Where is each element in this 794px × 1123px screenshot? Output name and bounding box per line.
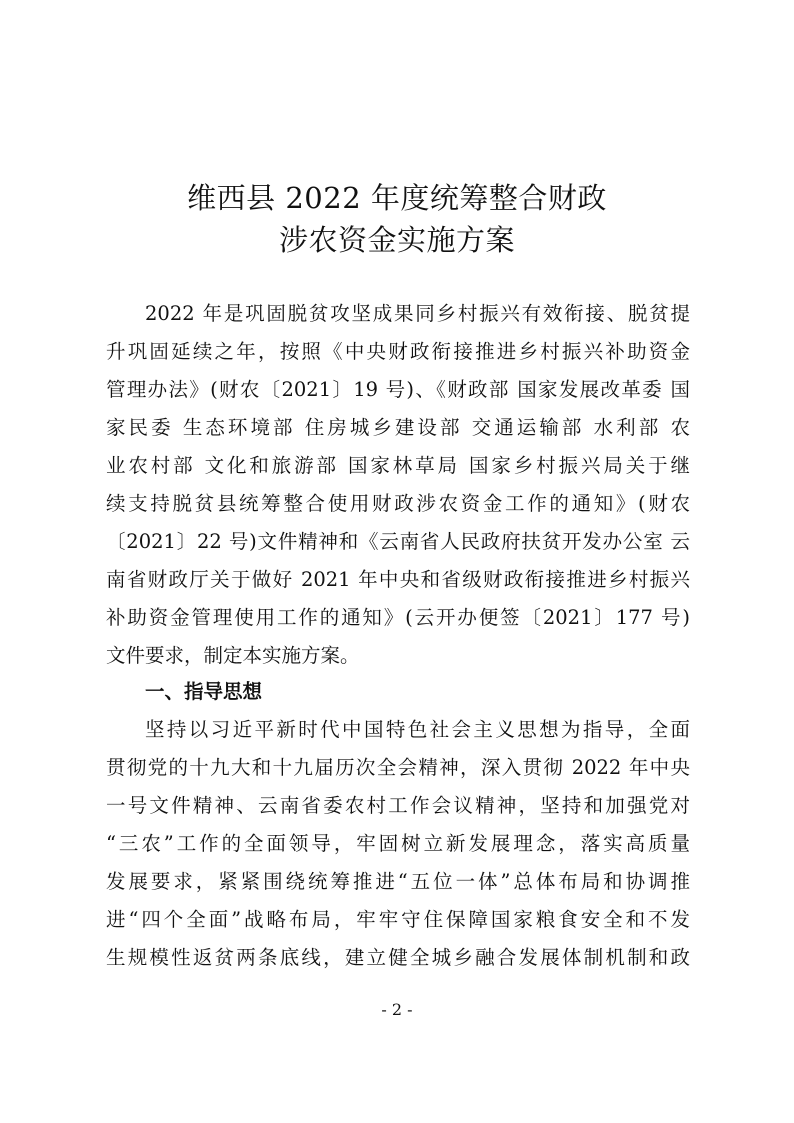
page-number: - 2 -	[381, 1000, 413, 1019]
intro-line-5: 业农村部 文化和旅游部 国家林草局 国家乡村振兴局关于继	[106, 454, 690, 477]
intro-line-7: 〔2021〕22 号)文件精神和《云南省人民政府扶贫开发办公室 云	[106, 530, 690, 553]
section-1-line-6: 进“四个全面”战略布局，牢牢守住保障国家粮食安全和不发	[106, 908, 690, 931]
intro-line-10: 文件要求，制定本实施方案。	[106, 644, 360, 667]
intro-line-8: 南省财政厅关于做好 2021 年中央和省级财政衔接推进乡村振兴	[106, 568, 690, 591]
intro-line-1: 2022 年是巩固脱贫攻坚成果同乡村振兴有效衔接、脱贫提	[145, 302, 690, 325]
section-heading-guiding-ideology: 一、指导思想	[145, 680, 263, 703]
section-1-line-7: 生规模性返贫两条底线，建立健全城乡融合发展体制机制和政	[106, 946, 690, 969]
document-title-line-2: 涉农资金实施方案	[278, 223, 515, 257]
section-1-line-5: 发展要求，紧紧围绕统筹推进“五位一体”总体布局和协调推	[106, 870, 690, 893]
section-1-line-2: 贯彻党的十九大和十九届历次全会精神，深入贯彻 2022 年中央	[106, 756, 690, 779]
section-1-line-3: 一号文件精神、云南省委农村工作会议精神，坚持和加强党对	[106, 794, 690, 817]
document-title-line-1: 维西县 2022 年度统筹整合财政	[187, 181, 607, 215]
section-1-line-4: “三农”工作的全面领导，牢固树立新发展理念，落实高质量	[106, 832, 690, 855]
intro-line-9: 补助资金管理使用工作的通知》(云开办便签〔2021〕177 号)	[106, 606, 690, 629]
intro-line-6: 续支持脱贫县统筹整合使用财政涉农资金工作的通知》(财农	[106, 492, 690, 515]
intro-line-2: 升巩固延续之年，按照《中央财政衔接推进乡村振兴补助资金	[106, 340, 690, 363]
intro-line-4: 家民委 生态环境部 住房城乡建设部 交通运输部 水利部 农	[106, 416, 690, 439]
intro-line-3: 管理办法》(财农〔2021〕19 号)、《财政部 国家发展改革委 国	[106, 378, 690, 401]
section-1-line-1: 坚持以习近平新时代中国特色社会主义思想为指导，全面	[145, 718, 690, 741]
